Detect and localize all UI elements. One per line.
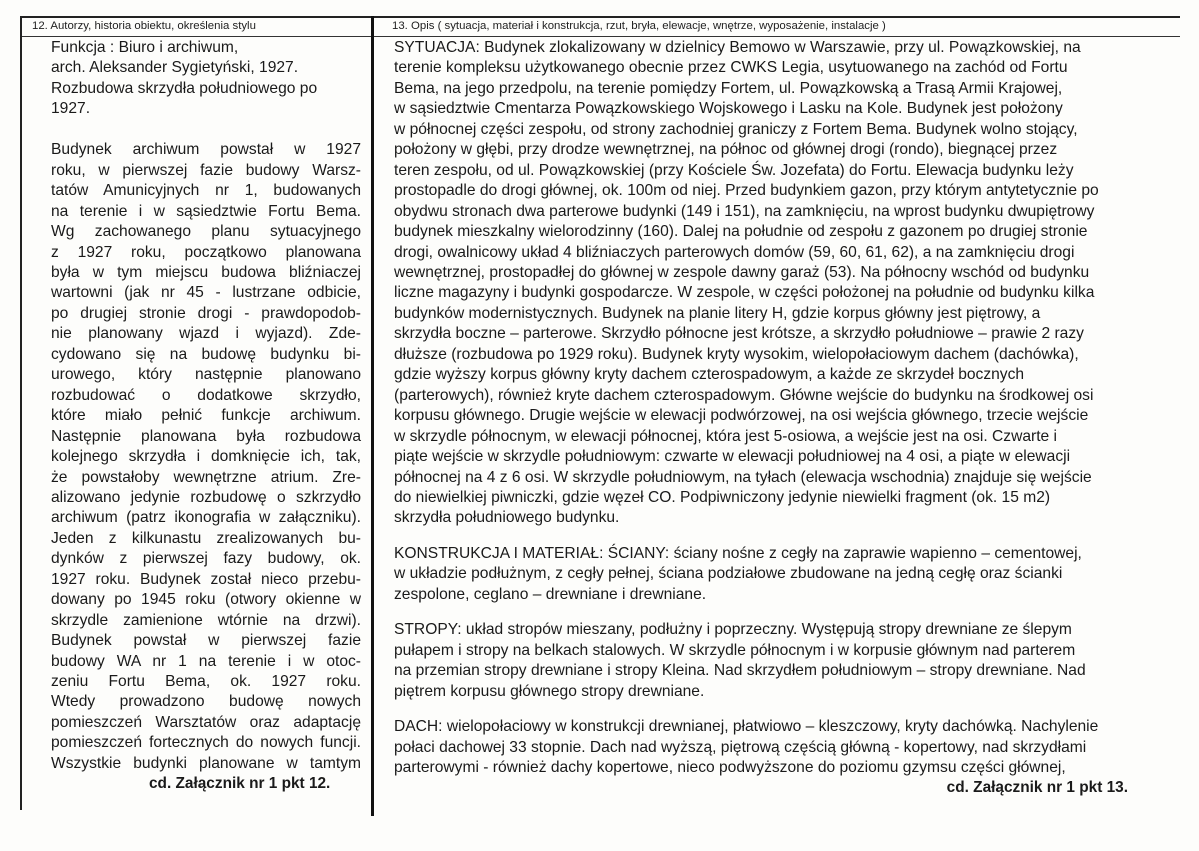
section-12-content <box>51 38 361 795</box>
history-line: urowego, który następnie planowano <box>51 366 361 384</box>
history-paragraph <box>51 140 361 774</box>
history-line: była w tym miejscu budowa bliźniaczej <box>51 263 361 281</box>
section-12-continuation-ref: cd. Załącznik nr 1 pkt 12. <box>149 775 331 793</box>
history-line: roku, w pierwszej fazie budowy Warsz- <box>51 161 361 179</box>
sytuacja-line: wewnętrznej, prostopadłej do głównej w zespole dawny garaż (53). Na północny wschód od budynku <box>394 263 1090 281</box>
section-13-continuation-ref: cd. Załącznik nr 1 pkt 13. <box>946 779 1128 797</box>
history-line: Wg zachowanego planu sytuacyjnego <box>51 223 361 241</box>
history-line: tatów Amunicyjnych nr 1, budowanych <box>51 182 361 200</box>
history-line: dowany po 1945 roku (otwory okienne w <box>51 591 361 609</box>
sytuacja-line: piąte wejście w skrzydle południowym: czwarte w elewacji południowej na 4 osi, a piąte w elewacji <box>394 448 1071 466</box>
history-line: Następnie planowana była rozbudowa <box>51 427 361 445</box>
history-line: pomieszczeń Warsztatów oraz adaptację <box>51 713 361 731</box>
sytuacja-line: terenie kompleksu użytkowanego obecnie przez CWKS Legia, usytuowanego na zachód od Fortu <box>394 59 1068 77</box>
dach-line: połaci dachowej 33 stopnie. Dach nad wyższą, piętrową częścią główną - kopertowy, nad skrzydłami <box>394 738 1087 756</box>
sytuacja-paragraph <box>394 38 1164 529</box>
history-line: dynków z pierwszej fazy budowy, ok. <box>51 550 361 568</box>
history-line: z 1927 roku, początkowo planowana <box>51 243 361 261</box>
section-13-content <box>394 38 1164 799</box>
stropy-line: STROPY: układ stropów mieszany, podłużny i poprzeczny. Występują stropy drewniane ze ślepym <box>394 621 1072 639</box>
konstrukcja-line: KONSTRUKCJA I MATERIAŁ: ŚCIANY: ściany nośne z cegły na zaprawie wapienno – cementowej, <box>394 544 1082 562</box>
konstrukcja-paragraph <box>394 544 1164 605</box>
sytuacja-line: teren zespołu, od ul. Powązkowskiej (przy Kościele Św. Jozefata) do Fortu. Elewacja budynku leży <box>394 161 1074 179</box>
history-line: skrzydle zamienione wtórnie na drzwi). <box>51 611 361 629</box>
sytuacja-line: położony w głębi, przy drodze wewnętrznej, na północ od głównej drogi (rondo), biegnącej przez <box>394 141 1058 159</box>
history-line: zeniu Fortu Bema, ok. 1927 roku. <box>51 673 361 691</box>
history-line: nie planowany wjazd i wyjazd). Zde- <box>51 325 361 343</box>
sytuacja-line: liczne magazyny i budynki gospodarcze. W zespole, w części położonej na południe od budynku kilka <box>394 284 1095 302</box>
history-line: kolejnego skrzydła i domknięcie ich, tak, <box>51 448 361 466</box>
history-line: po drugiej stronie drogi - prawdopodob- <box>51 304 361 322</box>
intro-line: arch. Aleksander Sygietyński, 1927. <box>51 59 299 77</box>
dach-line: parterowymi - również dachy kopertowe, nieco podwyższone do poziomu gzymsu części głównej, <box>394 758 1066 776</box>
history-line: Budynek archiwum powstał w 1927 <box>51 141 361 159</box>
sytuacja-line: dłuższe (rozbudowa po 1929 roku). Budynek kryty wysokim, wielopołaciowym dachem (dachówka), <box>394 345 1079 363</box>
history-line: pomieszczeń fortecznych do nowych funcji. <box>51 734 361 752</box>
sytuacja-line: skrzydła boczne – parterowe. Skrzydło północne jest krótsze, a skrzydło południowe – prawie 2 razy <box>394 325 1084 343</box>
top-border <box>20 16 1180 18</box>
section-12-header: 12. Autorzy, historia obiektu, określenia stylu <box>32 20 256 32</box>
function-block <box>51 38 361 120</box>
sytuacja-line: (parterowych), również kryte dachem czterospadowym. Główne wejście do budynku na środkowej osi <box>394 386 1094 404</box>
dach-line: DACH: wielopołaciowy w konstrukcji drewnianej, płatwiowo – kleszczowy, kryty dachówką. Nachylenie <box>394 718 1099 736</box>
section-13-header: 13. Opis ( sytuacja, materiał i konstrukcja, rzut, bryła, elewacje, wnętrze, wyposażenie, instalacje ) <box>392 20 886 32</box>
column-divider <box>371 16 374 816</box>
sytuacja-line: prostopadle do drogi głównej, ok. 100m od niej. Przed budynkiem gazon, przy którym antytetycznie po <box>394 182 1099 200</box>
history-line: 1927 roku. Budynek został nieco przebu- <box>51 570 361 588</box>
intro-line: Rozbudowa skrzydła południowego po <box>51 79 318 97</box>
stropy-line: piętrem korpusu głównego stropy drewniane. <box>394 682 705 700</box>
sytuacja-line: Bema, na jego przedpolu, na terenie pomiędzy Fortem, ul. Powązkowską a Trasą Armii Krajowej, <box>394 79 1063 97</box>
sytuacja-line: obydwu stronach dwa parterowe budynki (149 i 151), na zamknięciu, na wprost budynku dwupiętrowy <box>394 202 1095 220</box>
history-line: alizowano jedynie rozbudowę o szkrzydło <box>51 488 361 506</box>
stropy-line: pułapem i stropy na belkach stalowych. W skrzydle północnym i w korpusie głównym nad parterem <box>394 641 1076 659</box>
sytuacja-line: gdzie wyższy korpus główny kryty dachem czterospadowym, a każde ze skrzydeł bocznych <box>394 366 1025 384</box>
form-sheet <box>20 16 1180 842</box>
history-line: archiwum (patrz ikonografia w załączniku). <box>51 509 361 527</box>
intro-line: Funkcja : Biuro i archiwum, <box>51 39 239 56</box>
history-line: cydowano się na budowę budynku bi- <box>51 345 361 363</box>
history-line: Wszystkie budynki planowane w tamtym <box>51 754 361 772</box>
sytuacja-line: budynek mieszkalny wielorodzinny (160). Dalej na południe od zespołu z gazonem po drugiej stronie <box>394 223 1088 241</box>
history-line: Budynek powstał w pierwszej fazie <box>51 632 361 650</box>
sytuacja-line: drogi, owalnicowy układ 4 bliźniaczych parterowych domów (59, 60, 61, 62), a na zamknięciu drogi <box>394 243 1075 261</box>
sytuacja-line: SYTUACJA: Budynek zlokalizowany w dzielnicy Bemowo w Warszawie, przy ul. Powązkowskiej, na <box>394 39 1081 56</box>
history-line: wartowni (jak nr 45 - lustrzane odbicie, <box>51 284 361 302</box>
sytuacja-line: korpusu głównego. Drugie wejście w elewacji podwórzowej, na osi wejścia głównego, trzecie wejście <box>394 407 1089 425</box>
history-line: które miało pełnić funkcje archiwum. <box>51 407 361 425</box>
sytuacja-line: północnej na 4 z 6 osi. W skrzydle południowym, na tyłach (elewacja wschodnia) znajduje się wejście <box>394 468 1092 486</box>
left-border <box>20 16 22 810</box>
intro-line: 1927. <box>51 100 91 118</box>
konstrukcja-line: w układzie podłużnym, z cegły pełnej, ściana podziałowe zbudowane na jedną cegłę oraz ścianki <box>394 565 1063 583</box>
stropy-paragraph <box>394 620 1164 702</box>
history-line: że powstałoby wewnętrzne atrium. Zre- <box>51 468 361 486</box>
history-line: rozbudować o dodatkowe skrzydło, <box>51 386 361 404</box>
sytuacja-line: skrzydła południowego budynku. <box>394 509 620 527</box>
konstrukcja-line: zespolone, ceglano – drewniane i drewniane. <box>394 585 707 603</box>
sytuacja-line: budynków modernistycznych. Budynek na planie litery H, gdzie korpus główny jest piętrowy, a <box>394 304 1041 322</box>
sytuacja-line: w skrzydle północnym, w elewacji północnej, która jest 5-osiowa, a wejście jest na osi. Czwarte i <box>394 427 1058 445</box>
sytuacja-line: w sąsiedztwie Cmentarza Powązkowskiego Wojskowego i Lasku na Kole. Budynek jest położony <box>394 100 1063 118</box>
history-line: budowy WA nr 1 na terenie i w otoc- <box>51 652 361 670</box>
sytuacja-line: do niewielkiej piwniczki, gdzie węzeł CO. Podpiwniczony jedynie niewielki fragment (ok. 15 m2) <box>394 488 1051 506</box>
dach-paragraph <box>394 717 1164 778</box>
header-divider <box>20 36 1180 37</box>
stropy-line: na przemian stropy drewniane i stropy Kleina. Nad skrzydłem południowym – stropy drewniane. Nad <box>394 662 1086 680</box>
history-line: na terenie i w sąsiedztwie Fortu Bema. <box>51 202 361 220</box>
history-line: Jeden z kilkunastu zrealizowanych bu- <box>51 529 361 547</box>
sytuacja-line: w północnej części zespołu, od strony zachodniej graniczy z Fortem Bema. Budynek wolno stojący, <box>394 120 1078 138</box>
history-line: Wtedy prowadzono budowę nowych <box>51 693 361 711</box>
